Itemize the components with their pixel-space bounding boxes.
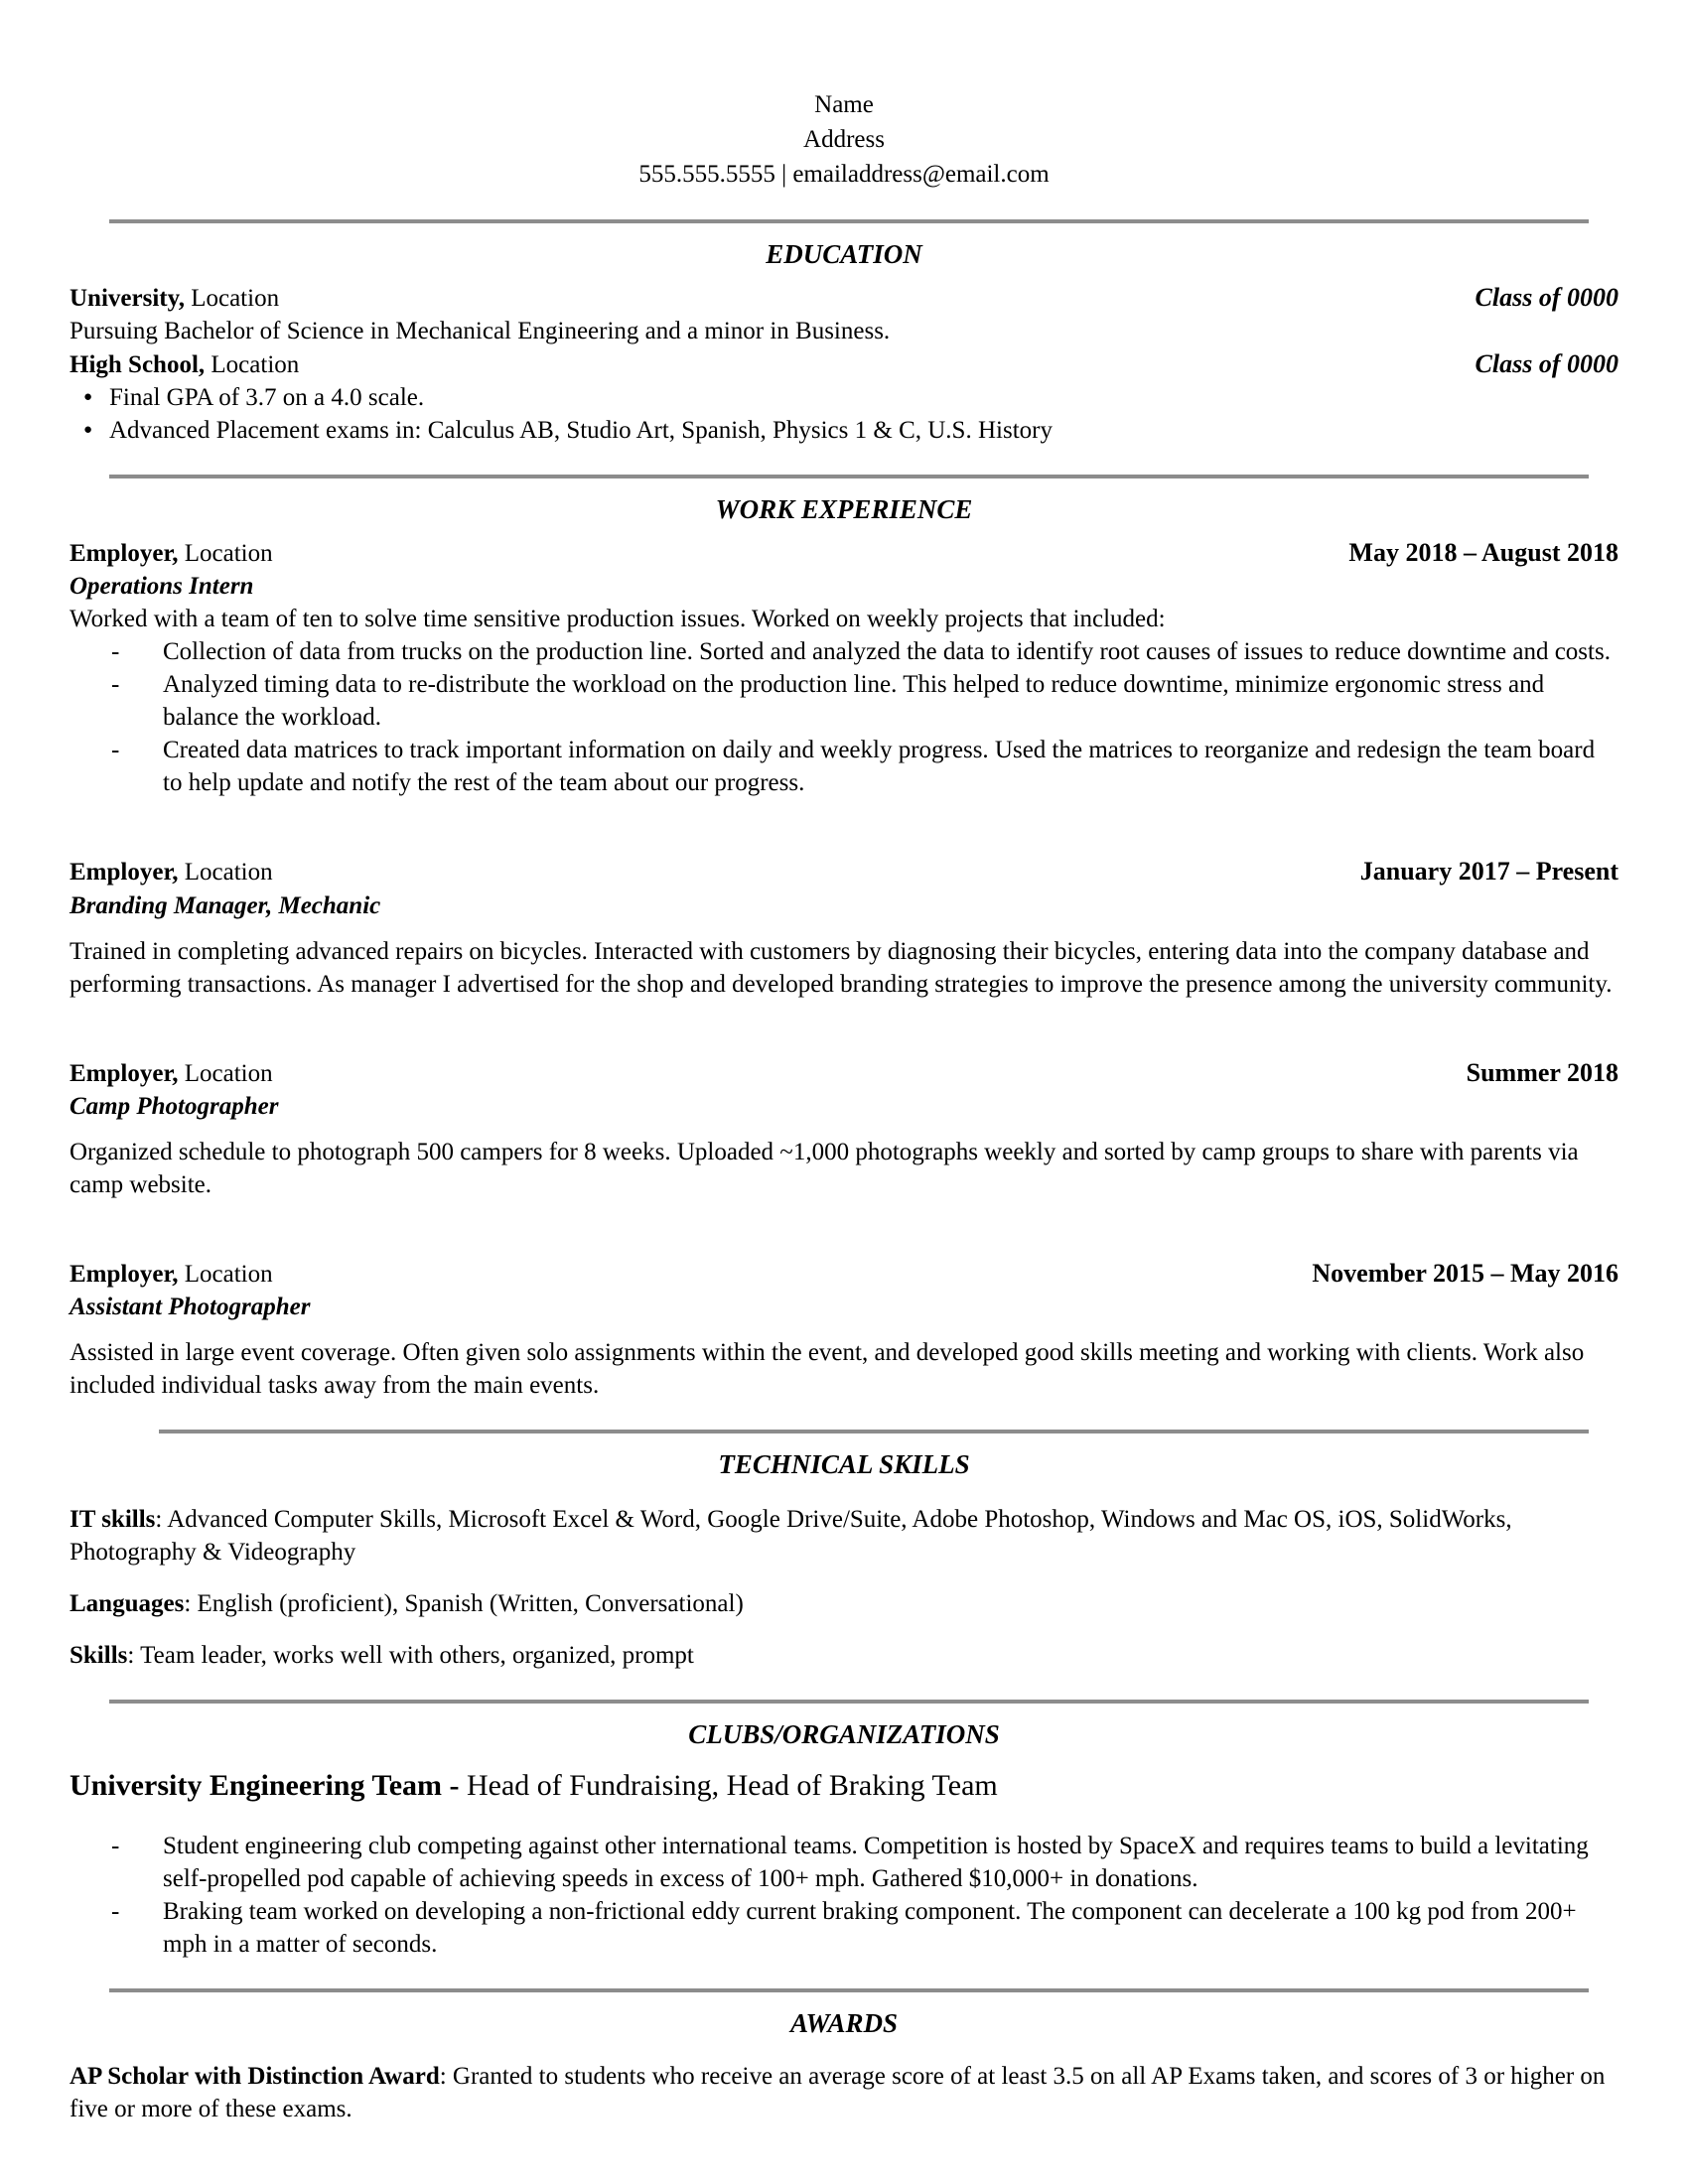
job-dates: May 2018 – August 2018	[1348, 537, 1618, 567]
class-year: Class of 0000	[1475, 282, 1618, 312]
job-header	[70, 1257, 1618, 1291]
section-divider	[159, 1430, 1589, 1433]
list-item	[111, 1895, 1618, 1961]
job-description: Trained in completing advanced repairs on bicycles. Interacted with customers by diagnosing their bicycles, entering data into the company database and performing transactions. As manager I advertised for the shop and developed branding strategies to improve the presence among the university community.	[70, 937, 1613, 998]
job-header	[70, 1056, 1618, 1090]
contact-header	[70, 87, 1618, 192]
list-item	[70, 381, 1618, 414]
skill-label: IT skills	[70, 1505, 156, 1533]
institution-location: Location	[211, 350, 300, 378]
class-year: Class of 0000	[1475, 348, 1618, 378]
education-title: EDUCATION	[766, 239, 922, 269]
job-description: Assisted in large event coverage. Often given solo assignments within the event, and developed good skills meeting and working with clients. Work also included individual tasks away from the main events.	[70, 1339, 1585, 1400]
section-awards	[70, 2006, 1618, 2125]
job-role: Branding Manager, Mechanic	[70, 891, 381, 919]
employer-name: Employer,	[70, 859, 179, 887]
section-divider	[109, 1988, 1589, 1992]
technical-skills-title: TECHNICAL SKILLS	[718, 1449, 970, 1480]
section-clubs	[70, 1717, 1618, 1961]
skill-label: Skills	[70, 1641, 128, 1669]
education-institution	[70, 282, 279, 315]
club-name: University Engineering Team -	[70, 1769, 460, 1803]
institution-name: High School,	[70, 350, 206, 378]
section-divider	[109, 219, 1589, 223]
job-employer	[70, 856, 273, 888]
contact-address: Address	[803, 126, 885, 153]
job-header	[70, 536, 1618, 570]
employer-name: Employer,	[70, 1260, 179, 1288]
section-technical-skills	[70, 1447, 1618, 1672]
contact-name: Name	[814, 91, 874, 118]
list-item	[111, 734, 1618, 799]
job-entry	[70, 1257, 1618, 1402]
employer-location: Location	[184, 539, 273, 567]
job-dates: Summer 2018	[1466, 1057, 1618, 1087]
job-summary: Worked with a team of ten to solve time sensitive production issues. Worked on weekly projects that included:	[70, 606, 1166, 633]
dash-bullet-icon: -	[111, 638, 120, 666]
job-employer	[70, 537, 273, 570]
employer-name: Employer,	[70, 1059, 179, 1087]
education-degree: Pursuing Bachelor of Science in Mechanical Engineering and a minor in Business.	[70, 317, 891, 344]
list-item	[111, 635, 1618, 668]
dash-bullet-icon: -	[111, 1832, 120, 1859]
bullet-icon: ●	[83, 389, 93, 406]
job-dates: November 2015 – May 2016	[1312, 1258, 1618, 1288]
list-item	[111, 1830, 1618, 1895]
institution-name: University,	[70, 284, 185, 312]
bullet-icon: ●	[83, 422, 93, 439]
skill-values: : Advanced Computer Skills, Microsoft Excel & Word, Google Drive/Suite, Adobe Photoshop, Windows and Mac OS, iOS, SolidWorks, Photography & Videography	[70, 1505, 1512, 1566]
club-header	[70, 1766, 1618, 1806]
employer-location: Location	[184, 1059, 273, 1087]
job-entry	[70, 1056, 1618, 1201]
award-name: AP Scholar with Distinction Award	[70, 2062, 440, 2090]
list-item	[111, 668, 1618, 734]
club-roles: Head of Fundraising, Head of Braking Team	[467, 1769, 998, 1803]
education-entry-highschool	[70, 347, 1618, 381]
job-employer	[70, 1057, 273, 1090]
job-header	[70, 855, 1618, 888]
job-entry	[70, 536, 1618, 799]
skill-label: Languages	[70, 1589, 185, 1617]
skill-row-it	[70, 1503, 1618, 1569]
list-item-text: Advanced Placement exams in: Calculus AB, Studio Art, Spanish, Physics 1 & C, U.S. History	[109, 417, 1053, 445]
education-institution	[70, 348, 299, 381]
section-divider	[109, 475, 1589, 478]
job-employer	[70, 1258, 273, 1291]
skill-values: : English (proficient), Spanish (Written, Conversational)	[184, 1589, 744, 1617]
dash-bullet-icon: -	[111, 737, 120, 764]
section-education	[70, 237, 1618, 447]
section-divider	[109, 1700, 1589, 1704]
list-item-text: Braking team worked on developing a non-frictional eddy current braking component. The component can decelerate a 100 kg pod from 200+ mph in a matter of seconds.	[163, 1897, 1577, 1958]
contact-phone-email: 555.555.5555 | emailaddress@email.com	[638, 161, 1050, 188]
list-item-text: Collection of data from trucks on the production line. Sorted and analyzed the data to identify root causes of issues to reduce downtime and costs.	[163, 638, 1611, 666]
job-role: Assistant Photographer	[70, 1294, 311, 1321]
skill-row-soft-skills	[70, 1639, 1618, 1672]
award-item	[70, 2060, 1618, 2125]
skill-row-languages	[70, 1587, 1618, 1620]
job-description: Organized schedule to photograph 500 campers for 8 weeks. Uploaded ~1,000 photographs weekly and sorted by camp groups to share with parents via camp website.	[70, 1138, 1579, 1198]
job-role: Camp Photographer	[70, 1092, 279, 1120]
list-item-text: Created data matrices to track important information on daily and weekly progress. Used the matrices to reorganize and redesign the team board to help update and notify the rest of the team about our progress.	[163, 737, 1596, 797]
institution-location: Location	[191, 284, 280, 312]
list-item-text: Final GPA of 3.7 on a 4.0 scale.	[109, 384, 425, 412]
clubs-title: CLUBS/ORGANIZATIONS	[688, 1718, 1000, 1749]
job-entry	[70, 855, 1618, 1000]
education-entry-university	[70, 281, 1618, 315]
job-dates: January 2017 – Present	[1359, 857, 1618, 887]
skill-values: : Team leader, works well with others, organized, prompt	[127, 1641, 694, 1669]
list-item	[70, 414, 1618, 447]
employer-location: Location	[184, 859, 273, 887]
award-description: : Granted to students who receive an average score of at least 3.5 on all AP Exams taken, and scores of 3 or higher on five or more of these exams.	[70, 2062, 1606, 2122]
job-role: Operations Intern	[70, 573, 254, 601]
awards-title: AWARDS	[789, 2007, 899, 2038]
dash-bullet-icon: -	[111, 1897, 120, 1925]
employer-name: Employer,	[70, 539, 179, 567]
dash-bullet-icon: -	[111, 671, 120, 699]
section-work-experience	[70, 492, 1618, 1402]
list-item-text: Analyzed timing data to re-distribute the workload on the production line. This helped to reduce downtime, minimize ergonomic stress and balance the workload.	[163, 671, 1545, 732]
employer-location: Location	[184, 1260, 273, 1288]
list-item-text: Student engineering club competing against other international teams. Competition is hosted by SpaceX and requires teams to build a levitating self-propelled pod capable of achieving speeds in excess of 100+ mph. Gathered $10,000+ in donations.	[163, 1832, 1589, 1892]
work-experience-title: WORK EXPERIENCE	[715, 494, 973, 525]
